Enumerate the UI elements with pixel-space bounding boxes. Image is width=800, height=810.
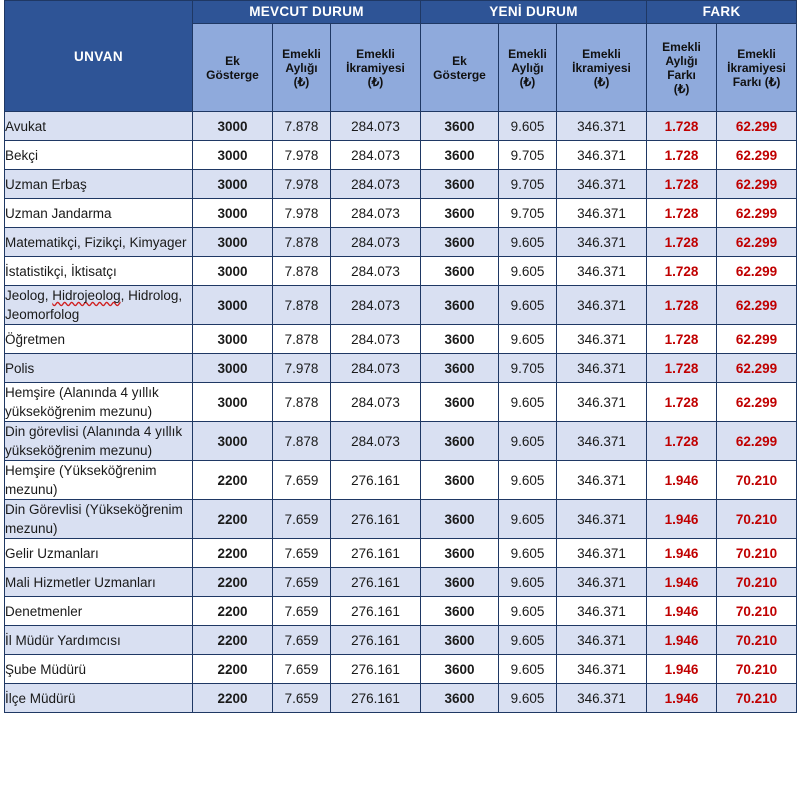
header-line: (₺) xyxy=(673,81,690,96)
header-line: Emekli xyxy=(662,39,701,54)
cell-unvan: Hemşire (Yükseköğrenim mezunu) xyxy=(5,461,193,500)
table-row xyxy=(5,597,797,626)
cell-fark-emekli-ikramiyesi: 70.210 xyxy=(717,655,797,684)
cell-yeni-emekli-ayligi: 9.605 xyxy=(499,684,557,713)
header-line: İkramiyesi xyxy=(346,60,405,75)
cell-unvan: Gelir Uzmanları xyxy=(5,539,193,568)
cell-unvan: Jeolog, Hidrojeolog, Hidrolog, Jeomorfolog xyxy=(5,286,193,325)
cell-fark-emekli-ayligi: 1.728 xyxy=(647,170,717,199)
header-line: (₺) xyxy=(593,74,610,89)
cell-fark-emekli-ayligi: 1.728 xyxy=(647,199,717,228)
table-row xyxy=(5,684,797,713)
cell-mevcut-emekli-ikramiyesi: 284.073 xyxy=(331,141,421,170)
cell-yeni-emekli-ikramiyesi: 346.371 xyxy=(557,170,647,199)
cell-mevcut-emekli-ikramiyesi: 276.161 xyxy=(331,461,421,500)
cell-yeni-emekli-ayligi: 9.605 xyxy=(499,383,557,422)
cell-mevcut-emekli-ayligi: 7.659 xyxy=(273,568,331,597)
cell-yeni-emekli-ayligi: 9.605 xyxy=(499,500,557,539)
column-header-mevcut-emekli-ikramiyesi xyxy=(331,24,421,112)
cell-fark-emekli-ikramiyesi: 62.299 xyxy=(717,112,797,141)
cell-yeni-ek-gosterge: 3600 xyxy=(421,170,499,199)
cell-fark-emekli-ayligi: 1.728 xyxy=(647,112,717,141)
table-row xyxy=(5,383,797,422)
cell-fark-emekli-ayligi: 1.946 xyxy=(647,568,717,597)
cell-fark-emekli-ayligi: 1.946 xyxy=(647,539,717,568)
cell-unvan: İstatistikçi, İktisatçı xyxy=(5,257,193,286)
table-row xyxy=(5,422,797,461)
cell-fark-emekli-ikramiyesi: 70.210 xyxy=(717,626,797,655)
header-line: Farkı xyxy=(667,67,696,82)
cell-mevcut-emekli-ikramiyesi: 276.161 xyxy=(331,684,421,713)
cell-yeni-emekli-ayligi: 9.605 xyxy=(499,568,557,597)
cell-unvan: Avukat xyxy=(5,112,193,141)
cell-mevcut-emekli-ayligi: 7.978 xyxy=(273,199,331,228)
cell-mevcut-emekli-ayligi: 7.978 xyxy=(273,170,331,199)
cell-yeni-emekli-ikramiyesi: 346.371 xyxy=(557,325,647,354)
cell-mevcut-emekli-ayligi: 7.878 xyxy=(273,257,331,286)
cell-fark-emekli-ayligi: 1.946 xyxy=(647,684,717,713)
cell-yeni-ek-gosterge: 3600 xyxy=(421,354,499,383)
header-line: (₺) xyxy=(519,74,536,89)
table-row xyxy=(5,170,797,199)
cell-yeni-emekli-ayligi: 9.705 xyxy=(499,170,557,199)
cell-mevcut-emekli-ayligi: 7.978 xyxy=(273,354,331,383)
cell-fark-emekli-ikramiyesi: 62.299 xyxy=(717,354,797,383)
cell-yeni-emekli-ikramiyesi: 346.371 xyxy=(557,461,647,500)
cell-mevcut-emekli-ayligi: 7.878 xyxy=(273,112,331,141)
cell-yeni-emekli-ayligi: 9.605 xyxy=(499,422,557,461)
table-row xyxy=(5,228,797,257)
cell-unvan: Din görevlisi (Alanında 4 yıllık yükseköğrenim mezunu) xyxy=(5,422,193,461)
cell-mevcut-ek-gosterge: 3000 xyxy=(193,112,273,141)
cell-yeni-ek-gosterge: 3600 xyxy=(421,422,499,461)
cell-yeni-emekli-ayligi: 9.605 xyxy=(499,597,557,626)
cell-yeni-ek-gosterge: 3600 xyxy=(421,461,499,500)
cell-yeni-emekli-ikramiyesi: 346.371 xyxy=(557,422,647,461)
table-row xyxy=(5,568,797,597)
group-header-row xyxy=(5,1,797,24)
cell-fark-emekli-ayligi: 1.728 xyxy=(647,228,717,257)
cell-fark-emekli-ikramiyesi: 62.299 xyxy=(717,257,797,286)
column-header-yeni-emekli-ikramiyesi xyxy=(557,24,647,112)
cell-mevcut-emekli-ayligi: 7.659 xyxy=(273,500,331,539)
cell-yeni-ek-gosterge: 3600 xyxy=(421,199,499,228)
cell-fark-emekli-ayligi: 1.728 xyxy=(647,325,717,354)
cell-unvan: Din Görevlisi (Yükseköğrenim mezunu) xyxy=(5,500,193,539)
cell-yeni-emekli-ikramiyesi: 346.371 xyxy=(557,597,647,626)
salary-comparison-table xyxy=(4,0,797,713)
cell-fark-emekli-ayligi: 1.946 xyxy=(647,626,717,655)
cell-fark-emekli-ayligi: 1.728 xyxy=(647,286,717,325)
cell-mevcut-ek-gosterge: 2200 xyxy=(193,500,273,539)
cell-fark-emekli-ayligi: 1.946 xyxy=(647,461,717,500)
table-row xyxy=(5,500,797,539)
cell-mevcut-emekli-ikramiyesi: 276.161 xyxy=(331,626,421,655)
cell-mevcut-emekli-ikramiyesi: 284.073 xyxy=(331,383,421,422)
cell-mevcut-ek-gosterge: 2200 xyxy=(193,684,273,713)
spellcheck-underline: Hidrojeolog xyxy=(52,288,121,303)
header-line: Emekli xyxy=(356,46,395,61)
header-line: Ek xyxy=(225,53,240,68)
column-header-mevcut-emekli-ayligi xyxy=(273,24,331,112)
cell-yeni-emekli-ikramiyesi: 346.371 xyxy=(557,500,647,539)
cell-fark-emekli-ayligi: 1.728 xyxy=(647,422,717,461)
cell-mevcut-emekli-ayligi: 7.978 xyxy=(273,141,331,170)
cell-yeni-emekli-ikramiyesi: 346.371 xyxy=(557,354,647,383)
cell-fark-emekli-ayligi: 1.946 xyxy=(647,655,717,684)
cell-fark-emekli-ikramiyesi: 62.299 xyxy=(717,228,797,257)
header-line: İkramiyesi xyxy=(572,60,631,75)
column-header-fark-emekli-ayligi xyxy=(647,24,717,112)
column-header-yeni-emekli-ayligi xyxy=(499,24,557,112)
cell-yeni-emekli-ayligi: 9.705 xyxy=(499,199,557,228)
cell-mevcut-ek-gosterge: 3000 xyxy=(193,141,273,170)
cell-yeni-emekli-ayligi: 9.605 xyxy=(499,655,557,684)
cell-mevcut-ek-gosterge: 3000 xyxy=(193,286,273,325)
cell-fark-emekli-ikramiyesi: 62.299 xyxy=(717,325,797,354)
cell-yeni-emekli-ayligi: 9.605 xyxy=(499,112,557,141)
cell-yeni-emekli-ikramiyesi: 346.371 xyxy=(557,383,647,422)
cell-mevcut-emekli-ikramiyesi: 276.161 xyxy=(331,568,421,597)
cell-yeni-ek-gosterge: 3600 xyxy=(421,500,499,539)
cell-yeni-emekli-ayligi: 9.605 xyxy=(499,257,557,286)
column-header-yeni-ek-gosterge xyxy=(421,24,499,112)
header-line: (₺) xyxy=(367,74,384,89)
cell-mevcut-ek-gosterge: 3000 xyxy=(193,325,273,354)
cell-yeni-emekli-ikramiyesi: 346.371 xyxy=(557,228,647,257)
cell-fark-emekli-ikramiyesi: 70.210 xyxy=(717,500,797,539)
table-header xyxy=(5,1,797,112)
header-line: Gösterge xyxy=(206,67,259,82)
cell-mevcut-emekli-ayligi: 7.659 xyxy=(273,461,331,500)
cell-yeni-ek-gosterge: 3600 xyxy=(421,539,499,568)
cell-fark-emekli-ikramiyesi: 70.210 xyxy=(717,461,797,500)
cell-fark-emekli-ikramiyesi: 70.210 xyxy=(717,684,797,713)
cell-mevcut-emekli-ikramiyesi: 284.073 xyxy=(331,112,421,141)
cell-mevcut-emekli-ikramiyesi: 284.073 xyxy=(331,286,421,325)
cell-yeni-ek-gosterge: 3600 xyxy=(421,112,499,141)
cell-yeni-emekli-ikramiyesi: 346.371 xyxy=(557,141,647,170)
table-row xyxy=(5,112,797,141)
cell-mevcut-ek-gosterge: 3000 xyxy=(193,383,273,422)
cell-mevcut-ek-gosterge: 3000 xyxy=(193,257,273,286)
column-header-fark-emekli-ikramiyesi xyxy=(717,24,797,112)
header-line: Emekli xyxy=(282,46,321,61)
cell-yeni-emekli-ayligi: 9.605 xyxy=(499,228,557,257)
cell-mevcut-emekli-ayligi: 7.878 xyxy=(273,383,331,422)
cell-mevcut-emekli-ikramiyesi: 284.073 xyxy=(331,199,421,228)
cell-fark-emekli-ikramiyesi: 62.299 xyxy=(717,422,797,461)
cell-mevcut-emekli-ikramiyesi: 276.161 xyxy=(331,597,421,626)
cell-mevcut-emekli-ayligi: 7.878 xyxy=(273,286,331,325)
cell-yeni-ek-gosterge: 3600 xyxy=(421,597,499,626)
cell-mevcut-emekli-ikramiyesi: 284.073 xyxy=(331,170,421,199)
cell-mevcut-ek-gosterge: 3000 xyxy=(193,422,273,461)
cell-fark-emekli-ayligi: 1.728 xyxy=(647,257,717,286)
cell-mevcut-ek-gosterge: 2200 xyxy=(193,568,273,597)
header-line: Ek xyxy=(452,53,467,68)
cell-unvan: Polis xyxy=(5,354,193,383)
cell-mevcut-emekli-ayligi: 7.659 xyxy=(273,655,331,684)
cell-fark-emekli-ikramiyesi: 70.210 xyxy=(717,539,797,568)
cell-mevcut-emekli-ayligi: 7.659 xyxy=(273,684,331,713)
cell-mevcut-ek-gosterge: 2200 xyxy=(193,597,273,626)
cell-yeni-emekli-ikramiyesi: 346.371 xyxy=(557,626,647,655)
cell-yeni-ek-gosterge: 3600 xyxy=(421,228,499,257)
column-header-unvan: UNVAN xyxy=(5,1,193,112)
cell-fark-emekli-ikramiyesi: 62.299 xyxy=(717,199,797,228)
cell-yeni-ek-gosterge: 3600 xyxy=(421,626,499,655)
header-line: Farkı (₺) xyxy=(732,74,781,89)
cell-mevcut-emekli-ikramiyesi: 276.161 xyxy=(331,539,421,568)
cell-mevcut-emekli-ikramiyesi: 276.161 xyxy=(331,500,421,539)
header-line: (₺) xyxy=(293,74,310,89)
cell-fark-emekli-ayligi: 1.946 xyxy=(647,500,717,539)
header-line: Emekli xyxy=(737,46,776,61)
cell-fark-emekli-ikramiyesi: 62.299 xyxy=(717,141,797,170)
cell-mevcut-ek-gosterge: 2200 xyxy=(193,655,273,684)
cell-unvan: İlçe Müdürü xyxy=(5,684,193,713)
cell-mevcut-emekli-ikramiyesi: 284.073 xyxy=(331,228,421,257)
cell-yeni-emekli-ayligi: 9.705 xyxy=(499,354,557,383)
header-line: İkramiyesi xyxy=(727,60,786,75)
cell-mevcut-ek-gosterge: 3000 xyxy=(193,354,273,383)
cell-unvan: Hemşire (Alanında 4 yıllık yükseköğrenim mezunu) xyxy=(5,383,193,422)
cell-unvan: Denetmenler xyxy=(5,597,193,626)
cell-yeni-emekli-ikramiyesi: 346.371 xyxy=(557,286,647,325)
header-line: Gösterge xyxy=(433,67,486,82)
group-header-mevcut-durum: MEVCUT DURUM xyxy=(193,1,421,24)
cell-yeni-emekli-ikramiyesi: 346.371 xyxy=(557,539,647,568)
cell-unvan: Öğretmen xyxy=(5,325,193,354)
cell-mevcut-emekli-ayligi: 7.878 xyxy=(273,325,331,354)
cell-fark-emekli-ayligi: 1.728 xyxy=(647,141,717,170)
cell-mevcut-emekli-ikramiyesi: 284.073 xyxy=(331,354,421,383)
header-line: Aylığı xyxy=(511,60,544,75)
cell-mevcut-ek-gosterge: 2200 xyxy=(193,626,273,655)
cell-mevcut-emekli-ikramiyesi: 284.073 xyxy=(331,257,421,286)
cell-unvan: Uzman Erbaş xyxy=(5,170,193,199)
cell-yeni-ek-gosterge: 3600 xyxy=(421,286,499,325)
column-header-mevcut-ek-gosterge xyxy=(193,24,273,112)
cell-mevcut-emekli-ikramiyesi: 284.073 xyxy=(331,422,421,461)
cell-mevcut-ek-gosterge: 3000 xyxy=(193,228,273,257)
cell-unvan: Bekçi xyxy=(5,141,193,170)
cell-yeni-emekli-ikramiyesi: 346.371 xyxy=(557,568,647,597)
cell-mevcut-ek-gosterge: 2200 xyxy=(193,539,273,568)
cell-mevcut-emekli-ayligi: 7.659 xyxy=(273,626,331,655)
cell-fark-emekli-ikramiyesi: 62.299 xyxy=(717,383,797,422)
cell-unvan: Matematikçi, Fizikçi, Kimyager xyxy=(5,228,193,257)
cell-yeni-ek-gosterge: 3600 xyxy=(421,383,499,422)
table-row xyxy=(5,257,797,286)
cell-fark-emekli-ikramiyesi: 70.210 xyxy=(717,597,797,626)
cell-yeni-emekli-ayligi: 9.605 xyxy=(499,461,557,500)
cell-yeni-ek-gosterge: 3600 xyxy=(421,141,499,170)
table-row xyxy=(5,655,797,684)
header-line: Aylığı xyxy=(285,60,318,75)
cell-unvan: Uzman Jandarma xyxy=(5,199,193,228)
cell-yeni-ek-gosterge: 3600 xyxy=(421,655,499,684)
table-row xyxy=(5,461,797,500)
group-header-fark: FARK xyxy=(647,1,797,24)
cell-yeni-emekli-ayligi: 9.605 xyxy=(499,626,557,655)
cell-yeni-emekli-ayligi: 9.605 xyxy=(499,286,557,325)
header-line: Aylığı xyxy=(665,53,698,68)
cell-mevcut-emekli-ayligi: 7.878 xyxy=(273,422,331,461)
cell-yeni-emekli-ikramiyesi: 346.371 xyxy=(557,257,647,286)
table-row xyxy=(5,325,797,354)
table-row xyxy=(5,539,797,568)
table-row xyxy=(5,354,797,383)
cell-yeni-emekli-ikramiyesi: 346.371 xyxy=(557,684,647,713)
cell-yeni-emekli-ayligi: 9.605 xyxy=(499,539,557,568)
table-row xyxy=(5,199,797,228)
cell-fark-emekli-ikramiyesi: 70.210 xyxy=(717,568,797,597)
cell-yeni-ek-gosterge: 3600 xyxy=(421,568,499,597)
cell-yeni-emekli-ayligi: 9.705 xyxy=(499,141,557,170)
table-body xyxy=(5,112,797,713)
cell-yeni-emekli-ayligi: 9.605 xyxy=(499,325,557,354)
cell-mevcut-emekli-ayligi: 7.659 xyxy=(273,539,331,568)
cell-yeni-emekli-ikramiyesi: 346.371 xyxy=(557,655,647,684)
cell-fark-emekli-ikramiyesi: 62.299 xyxy=(717,286,797,325)
cell-yeni-ek-gosterge: 3600 xyxy=(421,325,499,354)
cell-fark-emekli-ayligi: 1.728 xyxy=(647,383,717,422)
cell-mevcut-emekli-ikramiyesi: 284.073 xyxy=(331,325,421,354)
cell-unvan: Mali Hizmetler Uzmanları xyxy=(5,568,193,597)
header-line: Emekli xyxy=(582,46,621,61)
cell-mevcut-ek-gosterge: 2200 xyxy=(193,461,273,500)
group-header-yeni-durum: YENİ DURUM xyxy=(421,1,647,24)
cell-yeni-ek-gosterge: 3600 xyxy=(421,257,499,286)
cell-yeni-ek-gosterge: 3600 xyxy=(421,684,499,713)
header-line: Emekli xyxy=(508,46,547,61)
cell-mevcut-emekli-ayligi: 7.659 xyxy=(273,597,331,626)
cell-fark-emekli-ikramiyesi: 62.299 xyxy=(717,170,797,199)
cell-mevcut-emekli-ayligi: 7.878 xyxy=(273,228,331,257)
cell-unvan: İl Müdür Yardımcısı xyxy=(5,626,193,655)
cell-fark-emekli-ayligi: 1.946 xyxy=(647,597,717,626)
cell-mevcut-emekli-ikramiyesi: 276.161 xyxy=(331,655,421,684)
cell-yeni-emekli-ikramiyesi: 346.371 xyxy=(557,199,647,228)
table-row xyxy=(5,141,797,170)
cell-unvan: Şube Müdürü xyxy=(5,655,193,684)
table-row xyxy=(5,626,797,655)
table-row xyxy=(5,286,797,325)
cell-mevcut-ek-gosterge: 3000 xyxy=(193,199,273,228)
cell-yeni-emekli-ikramiyesi: 346.371 xyxy=(557,112,647,141)
cell-fark-emekli-ayligi: 1.728 xyxy=(647,354,717,383)
cell-mevcut-ek-gosterge: 3000 xyxy=(193,170,273,199)
